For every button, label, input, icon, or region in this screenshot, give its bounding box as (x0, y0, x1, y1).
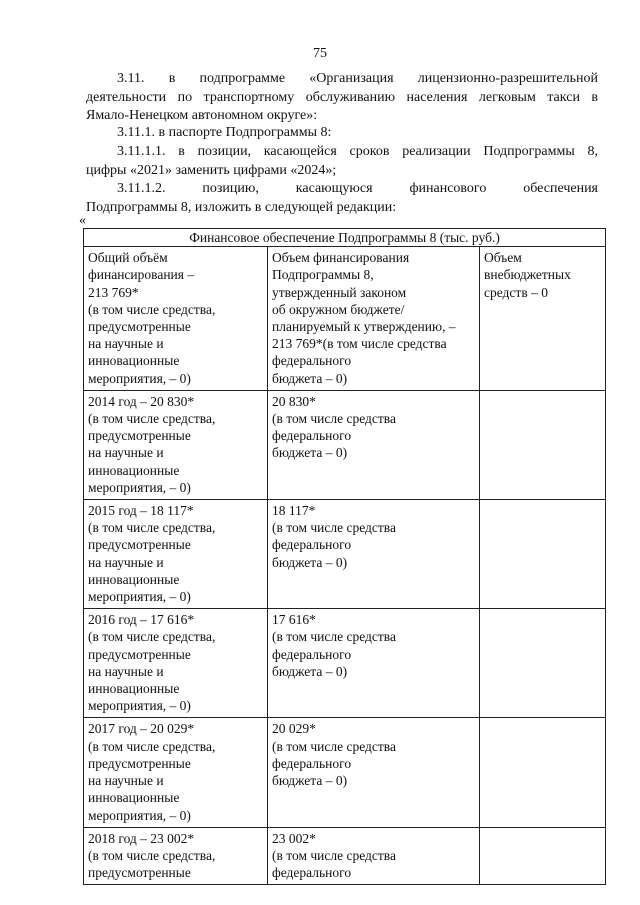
year-budget-cell: 20 029* (в том числе средства федерального бюджета – 0) (268, 718, 480, 827)
paragraph-3-11 (86, 70, 598, 126)
opening-quote-mark: « (79, 213, 86, 228)
table-header-row (84, 247, 606, 391)
table-row (84, 500, 606, 609)
extrabudgetary-cell: Объем внебюджетных средств – 0 (480, 247, 606, 391)
year-total-cell: 2017 год – 20 029* (в том числе средства, предусмотренные на научные и инновационные мероприятия, – 0) (84, 718, 268, 827)
year-budget-cell: 18 117* (в том числе средства федерального бюджета – 0) (268, 500, 480, 609)
table-caption: Финансовое обеспечение Подпрограммы 8 (тыс. руб.) (84, 229, 606, 247)
year-total-cell: 2015 год – 18 117* (в том числе средства, предусмотренные на научные и инновационные мероприятия, – 0) (84, 500, 268, 609)
year-extrabudgetary-cell (480, 827, 606, 885)
table-row (84, 609, 606, 718)
paragraph-line: Подпрограммы 8, изложить в следующей редакции: (86, 199, 397, 215)
year-total-cell: 2018 год – 23 002* (в том числе средства, предусмотренные (84, 827, 268, 885)
year-extrabudgetary-cell (480, 500, 606, 609)
table-row (84, 718, 606, 827)
financing-table (83, 228, 606, 885)
table-row (84, 390, 606, 499)
year-extrabudgetary-cell (480, 718, 606, 827)
year-budget-cell: 23 002* (в том числе средства федерального (268, 827, 480, 885)
paragraph-3-11-1-2 (86, 180, 598, 217)
paragraph-line: 3.11.1. в паспорте Подпрограммы 8: (117, 125, 332, 140)
paragraph-line: деятельности по транспортному обслуживанию населения легковым такси в (86, 89, 598, 105)
page-number: 75 (313, 46, 327, 61)
paragraph-line: цифры «2021» заменить цифрами «2024»; (86, 162, 337, 178)
year-budget-cell: 17 616* (в том числе средства федерального бюджета – 0) (268, 609, 480, 718)
year-total-cell: 2014 год – 20 830* (в том числе средства, предусмотренные на научные и инновационные мероприятия, – 0) (84, 390, 268, 499)
paragraph-line: 3.11.1.1. в позиции, касающейся сроков реализации Подпрограммы 8, (117, 144, 598, 159)
paragraph-3-11-1 (86, 124, 598, 143)
budget-financing-cell: Объем финансирования Подпрограммы 8, утвержденный законом об окружном бюджете/ планируемый к утверждению, – 213 769*(в том числе средства федерального бюджета – 0) (268, 247, 480, 391)
paragraph-line: Ямало-Ненецком автономном округе»: (86, 108, 318, 123)
total-financing-cell: Общий объём финансирования – 213 769* (в том числе средства, предусмотренные на научные и инновационные мероприятия, – 0) (84, 247, 268, 391)
table-caption-row (84, 229, 606, 247)
table-row (84, 827, 606, 885)
paragraph-line: 3.11.1.2. позицию, касающуюся финансового обеспечения (117, 181, 598, 196)
year-extrabudgetary-cell (480, 390, 606, 499)
paragraph-line: 3.11. в подпрограмме «Организация лицензионно-разрешительной (117, 71, 598, 86)
year-extrabudgetary-cell (480, 609, 606, 718)
year-total-cell: 2016 год – 17 616* (в том числе средства, предусмотренные на научные и инновационные мероприятия, – 0) (84, 609, 268, 718)
year-budget-cell: 20 830* (в том числе средства федерального бюджета – 0) (268, 390, 480, 499)
paragraph-3-11-1-1 (86, 143, 598, 180)
